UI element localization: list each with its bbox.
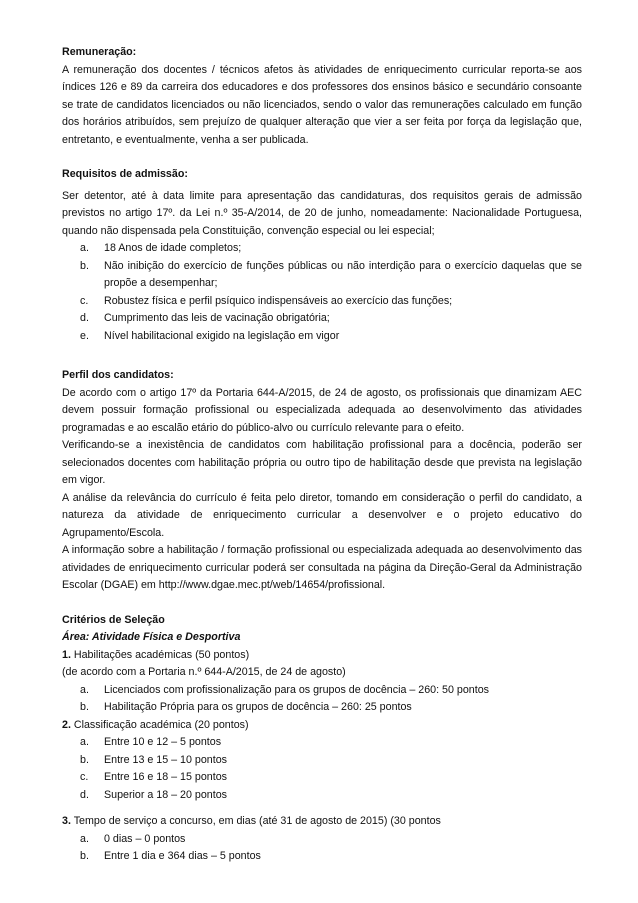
list-item-text: Robustez física e perfil psíquico indispensáveis ao exercício das funções; [104,294,453,307]
list-item-text: Entre 16 e 18 – 15 pontos [104,771,228,783]
criterion-number: 3. [62,815,71,827]
list-item-text: 18 Anos de idade completos; [104,242,242,254]
list-item [62,848,582,866]
list-item-text: Cumprimento das leis de vacinação obrigatória; [104,312,330,324]
list-item [62,787,582,805]
list-item [62,752,582,770]
list-marker: a. [80,242,89,254]
requirements-section [62,166,582,345]
list-item-text: Não inibição do exercício de funções públicas ou não interdição para o exercício daquelas que se propõe a desempenhar; [104,259,582,289]
criterion-2-title [62,717,582,735]
list-marker: b. [80,850,89,862]
list-item-text: Entre 13 e 15 – 10 pontos [104,753,228,766]
list-item-text: Habilitação Própria para os grupos de docência – 260: 25 pontos [104,701,412,713]
list-marker: b. [80,701,89,713]
profile-heading: Perfil dos candidatos: [62,369,174,381]
criterion-title: Habilitações académicas (50 pontos) [70,648,250,661]
criterion-number: 2. [62,718,71,731]
list-item-text: 0 dias – 0 pontos [104,832,186,845]
requirements-heading: Requisitos de admissão: [62,168,188,180]
criterion-title: Classificação académica (20 pontos) [70,718,249,731]
list-item [62,682,582,700]
list-marker: e. [80,329,89,342]
criterion-1-list [62,682,582,717]
criteria-heading: Critérios de Seleção [62,613,165,626]
criterion-3-list [62,831,582,866]
list-marker: d. [80,312,89,324]
profile-paragraph: De acordo com o artigo 17º da Portaria 644-A/2015, de 24 de agosto, os profissionais que dinamizam AEC devem possuir formação profissional ou especializada adequada ao desenvolvimento das atividades programadas e ao escalão etário do público-alvo ou currículo relevante para o efeito. [62,386,582,434]
list-item [62,293,582,311]
list-marker: a. [80,832,89,845]
profile-paragraph: A informação sobre a habilitação / formação profissional ou especializada adequada ao desenvolvimento das atividades de enriquecimento curricular poderá ser consultada na página da Direção-Geral da Administração Escolar (DGAE) em http://www.dgae.mec.pt/web/14654/profissional. [62,544,582,591]
list-item-text: Entre 1 dia e 364 dias – 5 pontos [104,850,261,862]
list-item [62,831,582,849]
list-marker: c. [80,294,89,307]
list-item-text: Licenciados com profissionalização para os grupos de docência – 260: 50 pontos [104,683,489,696]
list-marker: a. [80,736,89,748]
criterion-number: 1. [62,648,71,661]
profile-paragraph: A análise da relevância do currículo é feita pelo diretor, tomando em consideração o perfil do candidato, a natureza da atividade de enriquecimento curricular a desenvolver e o projeto educativo do Agrupamento/Escola. [62,491,582,539]
remuneration-text: A remuneração dos docentes / técnicos afetos às atividades de enriquecimento curricular reporta-se aos índices 126 e 89 da carreira dos educadores e dos professores dos ensinos básico e secundário consoante se trate de candidatos licenciados ou não licenciados, sendo o valor das remunerações calculado em função dos horários atribuídos, sem prejuízo de qualquer alteração que vier a ser feita por força da legislação que, entretanto, e eventualmente, venha a ser publicada. [62,63,582,146]
list-item [62,310,582,328]
list-item-text: Superior a 18 – 20 pontos [104,788,227,801]
remuneration-heading: Remuneração: [62,46,137,58]
list-item [62,240,582,258]
criterion-2-list [62,734,582,804]
requirements-intro: Ser detentor, até à data limite para apresentação das candidaturas, dos requisitos gerais de admissão previstos no artigo 17º. da Lei n.º 35-A/2014, de 20 de junho, nomeadamente: Nacionalidade Portuguesa, quando não dispensada pela Constituição, convenção especial ou lei especial; [62,189,582,237]
criteria-section [62,612,582,866]
list-marker: b. [80,753,89,766]
list-marker: c. [80,771,89,783]
list-item [62,258,582,293]
criterion-1-title [62,647,582,665]
criterion-3-title [62,813,582,831]
profile-section [62,367,582,595]
criteria-area: Área: Atividade Física e Desportiva [62,631,241,643]
list-item [62,769,582,787]
criterion-1-note: (de acordo com a Portaria n.º 644-A/2015, de 24 de agosto) [62,666,346,678]
profile-paragraph: Verificando-se a inexistência de candidatos com habilitação profissional para a docência, poderão ser selecionados docentes com habilitação própria ou outro tipo de habilitação desde que prevista na legislação em vigor. [62,439,582,486]
criterion-title: Tempo de serviço a concurso, em dias (até 31 de agosto de 2015) (30 pontos [70,815,441,827]
list-item-text: Entre 10 e 12 – 5 pontos [104,736,222,748]
requirements-list [62,240,582,345]
list-item [62,734,582,752]
list-marker: a. [80,683,89,696]
remuneration-section [62,44,582,149]
list-item-text: Nível habilitacional exigido na legislação em vigor [104,329,340,342]
list-marker: d. [80,788,89,801]
list-marker: b. [80,259,89,272]
list-item [62,328,582,346]
list-item [62,699,582,717]
